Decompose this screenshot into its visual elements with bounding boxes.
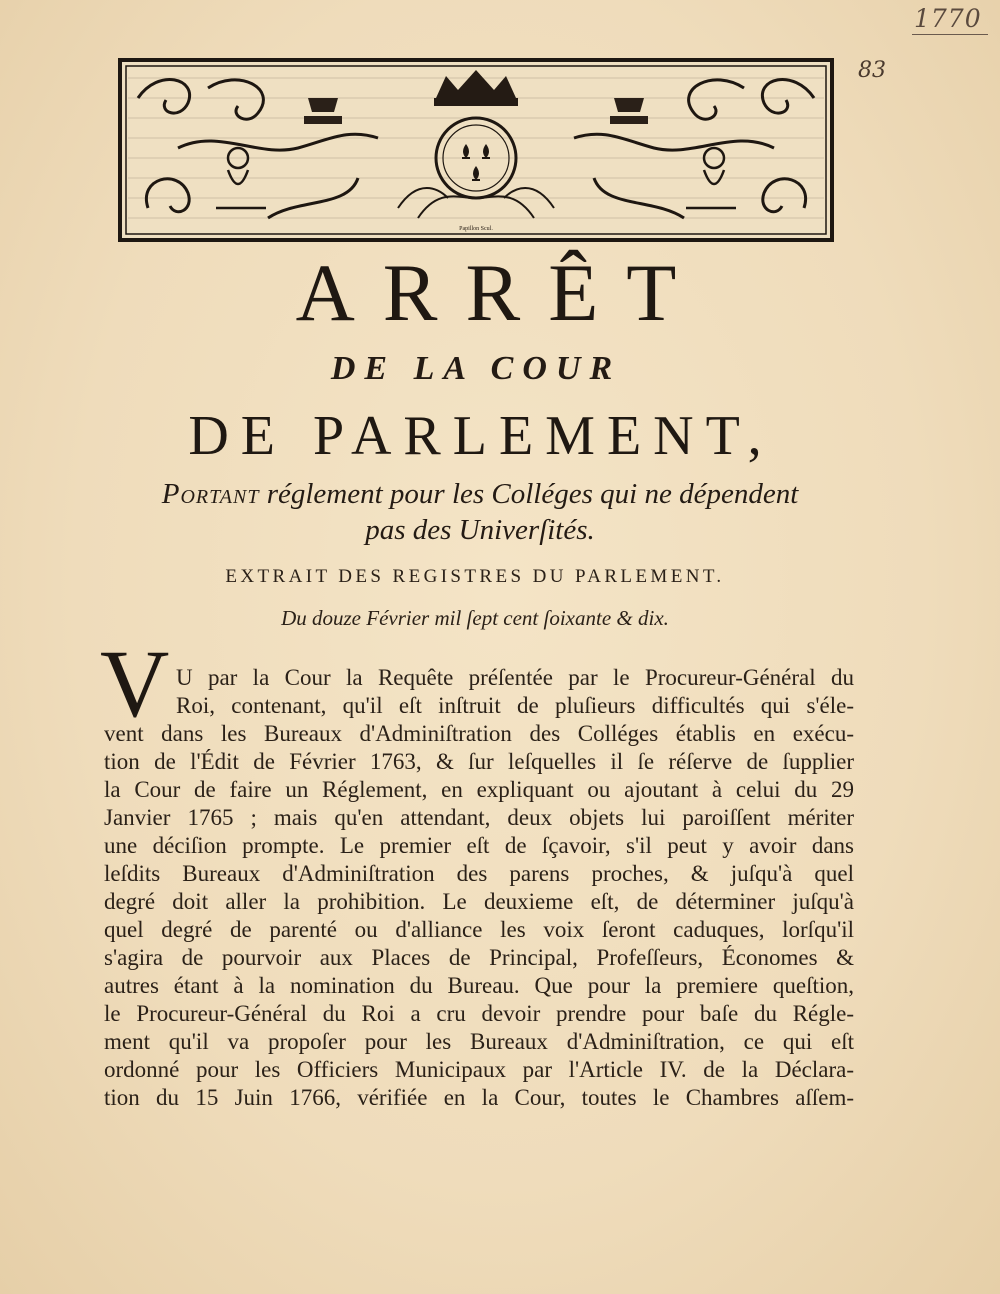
body-line: s'agira de pourvoir aux Places de Principal, Profeſſeurs, Économes &	[104, 945, 854, 970]
body-line: autres étant à la nomination du Bureau. Que pour la premiere queſtion,	[104, 973, 854, 998]
body-line: U par la Cour la Requête préſentée par le Procureur-Général du	[176, 665, 854, 690]
body-line: ordonné pour les Officiers Municipaux par l'Article IV. de la Déclara-	[104, 1057, 854, 1082]
body-line: Roi, contenant, qu'il eſt inſtruit de pluſieurs difficultés qui s'éle-	[176, 693, 854, 718]
body-line: tion du 15 Juin 1766, vérifiée en la Cour, toutes le Chambres aſſem-	[104, 1085, 854, 1110]
dateline: Du douze Février mil ſept cent ſoixante & dix.	[281, 606, 669, 630]
subtitle-line1: réglement pour les Colléges qui ne dépendent	[266, 478, 799, 510]
handwritten-year-annotation: 1770	[914, 4, 982, 33]
subtitle	[100, 476, 860, 548]
extrait-heading: EXTRAIT DES REGISTRES DU PARLEMENT.	[225, 566, 725, 587]
royal-crown-fleur-de-lis-ornament-icon	[118, 58, 834, 242]
title-de-parlement: DE PARLEMENT,	[188, 405, 774, 467]
body-line: vent dans les Bureaux d'Adminiſtration des Colléges établis en exécu-	[104, 721, 854, 746]
annotation-underline	[912, 34, 988, 35]
subtitle-line2: pas des Univerſités.	[365, 514, 595, 546]
body-line: leſdits Bureaux d'Adminiſtration des parens proches, & juſqu'à quel	[104, 861, 854, 886]
handwritten-folio-number: 83	[858, 58, 886, 83]
body-line: une déciſion prompte. Le premier eſt de ſçavoir, s'il peut y avoir dans	[104, 833, 854, 858]
body-line: ment qu'il va propoſer pour les Bureaux d'Adminiſtration, ce qui eſt	[104, 1029, 854, 1054]
headpiece-signature: Papillon Scul.	[459, 226, 493, 232]
body-line: le Procureur-Général du Roi a cru devoir prendre pour baſe du Régle-	[104, 1001, 854, 1026]
title-arret: ARRÊT	[295, 247, 705, 338]
body-line: Janvier 1765 ; mais qu'en attendant, deux objets lui paroiſſent mériter	[104, 805, 854, 830]
title-de-la-cour: DE LA COUR	[330, 350, 622, 387]
body-line: tion de l'Édit de Février 1763, & ſur leſquelles il ſe réſerve de ſupplier	[104, 749, 854, 774]
subtitle-first-word: Portant	[161, 478, 260, 510]
body-line: degré doit aller la prohibition. Le deuxieme eſt, de déterminer juſqu'à	[104, 889, 854, 914]
body-line: quel degré de parenté ou d'alliance les voix ſeront caduques, lorſqu'il	[104, 917, 854, 942]
body-line: la Cour de faire un Réglement, en expliquant ou ajoutant à celui du 29	[104, 777, 854, 802]
drop-cap: V	[100, 630, 170, 737]
